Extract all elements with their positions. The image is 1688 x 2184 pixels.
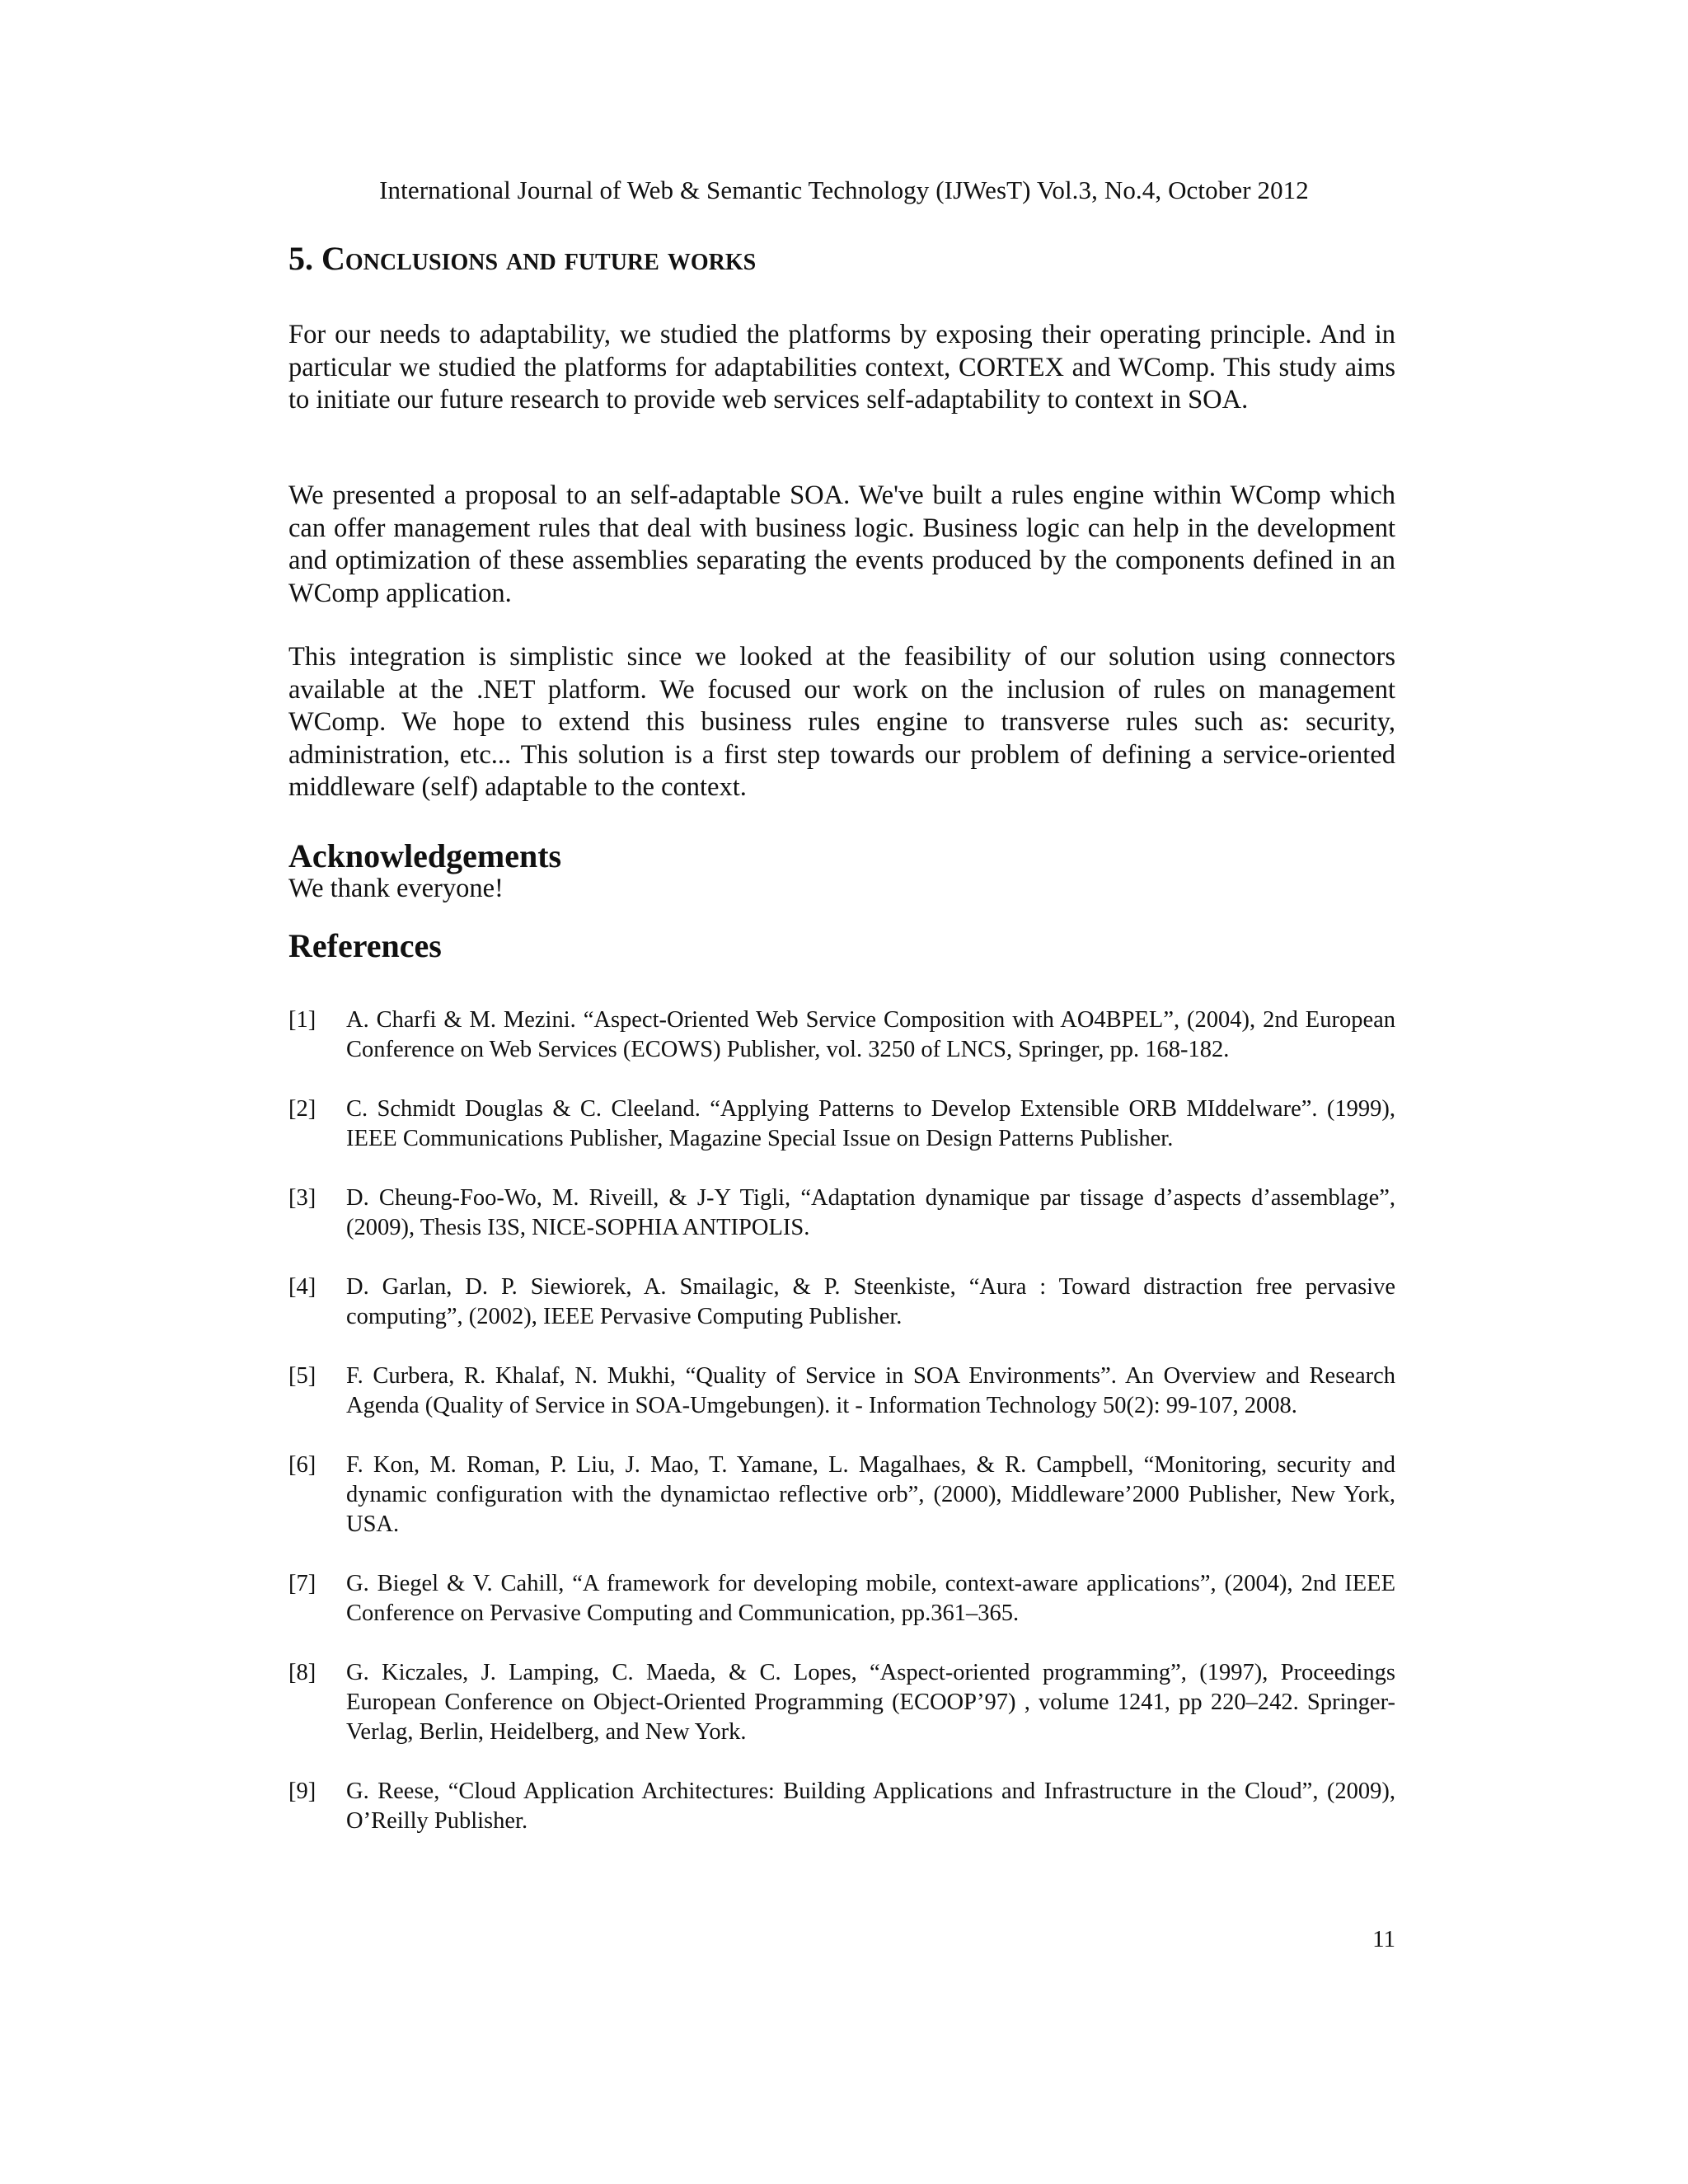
reference-item <box>288 1094 1395 1154</box>
reference-number: [5] <box>288 1363 316 1389</box>
section-number: 5. <box>288 240 313 277</box>
conclusions-paragraph-1: For our needs to adaptability, we studied the platforms by exposing their operating principle. And in particular we studied the platforms for adaptabilities context, CORTEX and WComp. This study aims to initiate our future research to provide web services self-adaptability to context in SOA. <box>288 320 1395 415</box>
reference-item <box>288 1777 1395 1836</box>
reference-number: [8] <box>288 1660 316 1685</box>
conclusions-heading <box>288 239 1409 279</box>
reference-number: [3] <box>288 1185 316 1211</box>
conclusions-paragraph-2: We presented a proposal to an self-adaptable SOA. We've built a rules engine within WComp which can offer management rules that deal with business logic. Business logic can help in the development and optimization of these assemblies separating the events produced by the components defined in an WComp application. <box>288 480 1395 608</box>
reference-item <box>288 1272 1395 1332</box>
reference-item <box>288 1658 1395 1747</box>
reference-text: D. Cheung-Foo-Wo, M. Riveill, & J-Y Tigli, “Adaptation dynamique par tissage d’aspects d’assemblage”, (2009), Thesis I3S, NICE-SOPHIA ANTIPOLIS. <box>346 1185 1395 1240</box>
reference-item <box>288 1183 1395 1243</box>
reference-number: [6] <box>288 1452 316 1478</box>
reference-number: [1] <box>288 1007 316 1033</box>
reference-number: [9] <box>288 1779 316 1804</box>
reference-number: [4] <box>288 1274 316 1300</box>
reference-text: A. Charfi & M. Mezini. “Aspect-Oriented Web Service Composition with AO4BPEL”, (2004), 2nd European Conference on Web Services (ECOWS) Publisher, vol. 3250 of LNCS, Springer, pp. 168-182. <box>346 1007 1395 1062</box>
reference-text: D. Garlan, D. P. Siewiorek, A. Smailagic, & P. Steenkiste, “Aura : Toward distraction free pervasive computing”, (2002), IEEE Pervasive Computing Publisher. <box>346 1274 1395 1329</box>
reference-list <box>288 1005 1395 1836</box>
reference-item <box>288 1569 1395 1629</box>
acknowledgements-heading: Acknowledgements <box>288 837 562 874</box>
reference-text: F. Curbera, R. Khalaf, N. Mukhi, “Quality of Service in SOA Environments”. An Overview and Research Agenda (Quality of Service in SOA-Umgebungen). it - Information Technology 50(2): 99-107, 2008. <box>346 1363 1395 1418</box>
reference-number: [2] <box>288 1096 316 1122</box>
reference-text: C. Schmidt Douglas & C. Cleeland. “Applying Patterns to Develop Extensible ORB MIddelware”. (1999), IEEE Communications Publisher, Magazine Special Issue on Design Patterns Publisher. <box>346 1096 1395 1151</box>
reference-item <box>288 1451 1395 1540</box>
references-heading: References <box>288 927 442 964</box>
reference-item <box>288 1005 1395 1065</box>
reference-text: G. Biegel & V. Cahill, “A framework for developing mobile, context-aware applications”, (2004), 2nd IEEE Conference on Pervasive Computing and Communication, pp.361–365. <box>346 1571 1395 1626</box>
acknowledgements-text: We thank everyone! <box>288 874 504 903</box>
section-title: Conclusions and future works <box>321 240 757 277</box>
conclusions-paragraph-3: This integration is simplistic since we looked at the feasibility of our solution using connectors available at the .NET platform. We focused our work on the inclusion of rules on management WComp. We hope to extend this business rules engine to transverse rules such as: security, administration, etc... This solution is a first step towards our problem of defining a service-oriented middleware (self) adaptable to the context. <box>288 642 1395 802</box>
reference-text: G. Reese, “Cloud Application Architectures: Building Applications and Infrastructure in the Cloud”, (2009), O’Reilly Publisher. <box>346 1779 1395 1834</box>
reference-text: G. Kiczales, J. Lamping, C. Maeda, & C. Lopes, “Aspect-oriented programming”, (1997), Proceedings European Conference on Object-Oriented Programming (ECOOP’97) , volume 1241, pp 220–242. Springer- Verlag, Berlin, Heidelberg, and New York. <box>346 1660 1395 1745</box>
page-number: 11 <box>1372 1926 1395 1952</box>
running-header: International Journal of Web & Semantic Technology (IJWesT) Vol.3, No.4, October 2012 <box>379 176 1309 204</box>
reference-number: [7] <box>288 1571 316 1596</box>
reference-item <box>288 1361 1395 1421</box>
reference-text: F. Kon, M. Roman, P. Liu, J. Mao, T. Yamane, L. Magalhaes, & R. Campbell, “Monitoring, security and dynamic configuration with the dynamictao reflective orb”, (2000), Middleware’2000 Publisher, New York, USA. <box>346 1452 1395 1537</box>
